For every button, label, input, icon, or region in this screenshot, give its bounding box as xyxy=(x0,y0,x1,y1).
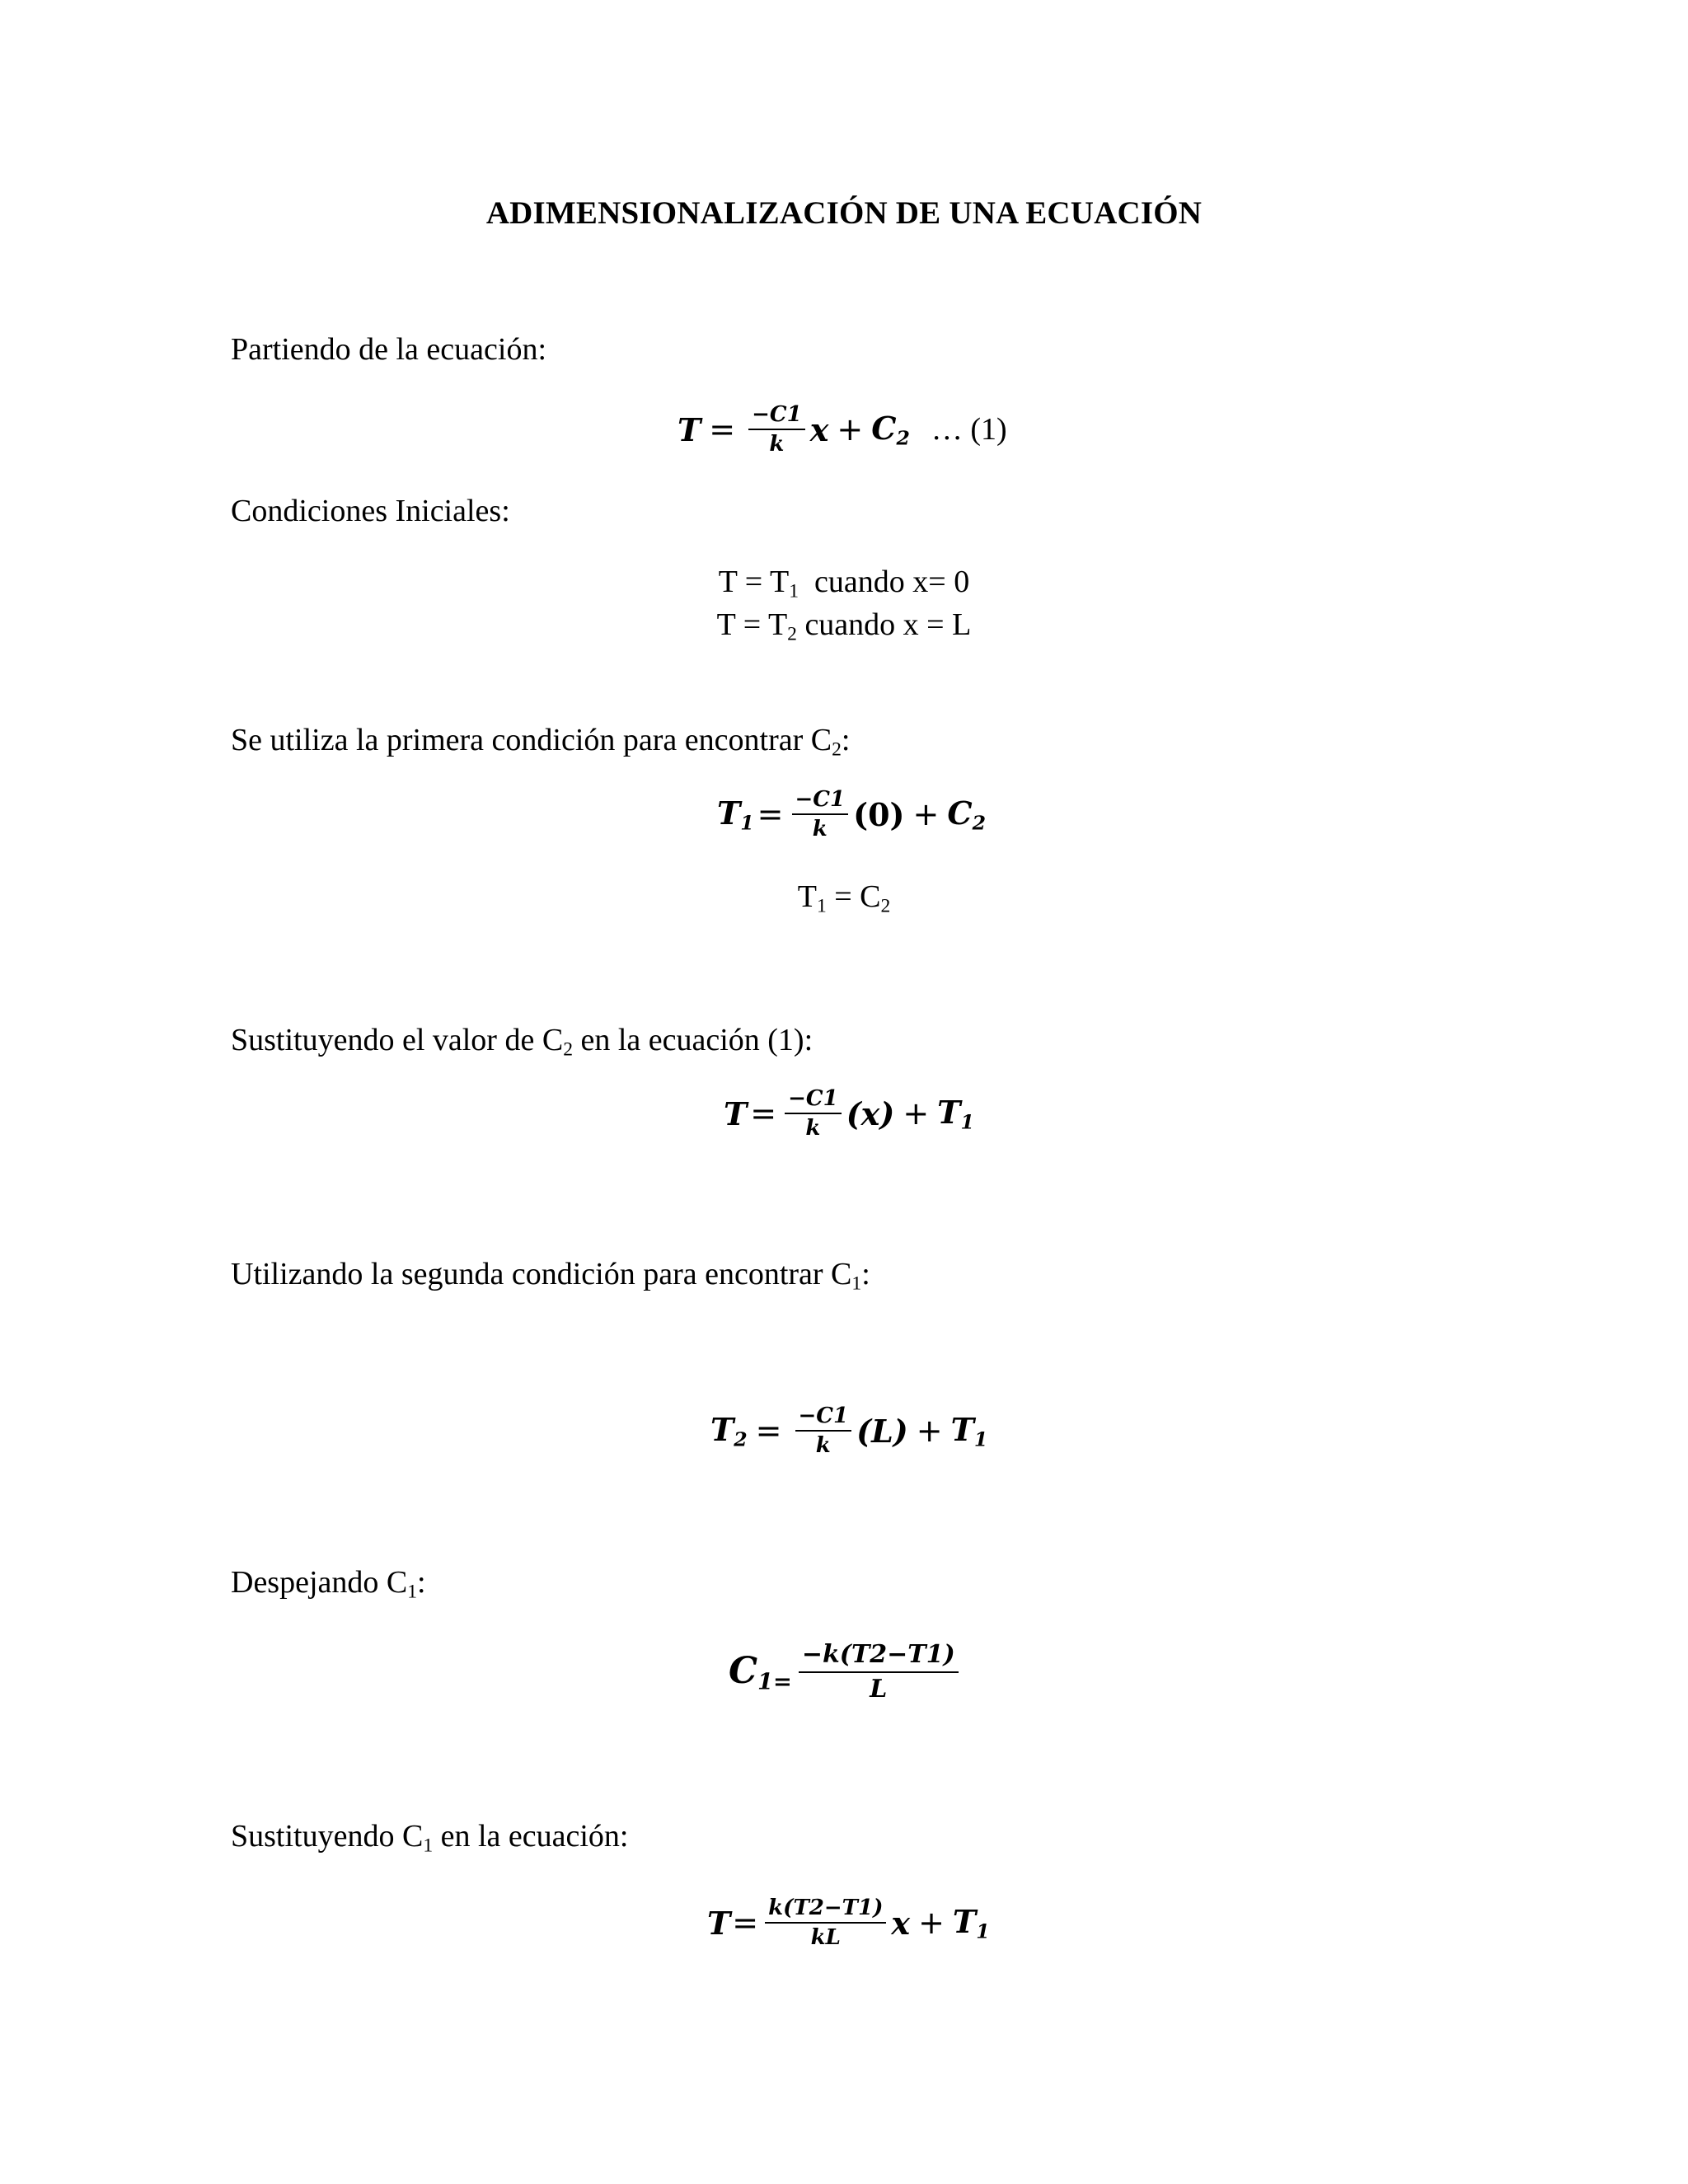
first-condition-text: Se utiliza la primera condición para encontrar $C_2$: xyxy=(231,723,851,761)
result-t1-c2: $T_1 = C_2$ xyxy=(797,879,891,917)
eq5-denominator: L xyxy=(870,1675,888,1704)
eq4-equals: = xyxy=(755,1413,782,1449)
eq5-numerator: −k(T2−T1) xyxy=(799,1640,959,1673)
eq5-lhs: $C_{1=}$ xyxy=(729,1649,792,1695)
substitution-sub: 2 xyxy=(563,1038,573,1061)
eq1-lhs: T xyxy=(678,410,701,448)
eq2-denominator: k xyxy=(812,817,828,841)
eq2-numerator: −C1 xyxy=(792,787,849,815)
condition-1: $T = T_1$ cuando x= 0 xyxy=(718,565,970,602)
eq6-x: x xyxy=(891,1904,911,1942)
eq6-equals: = xyxy=(732,1905,759,1941)
eq1-numerator: −C1 xyxy=(748,402,805,430)
result-a-sub: 1 xyxy=(816,895,827,917)
eq5-lhs-sub: 1= xyxy=(757,1668,792,1695)
eq5-fraction xyxy=(799,1640,959,1704)
eq2-lhs-sub: 1 xyxy=(740,811,754,835)
eq4-denominator: k xyxy=(815,1433,831,1458)
first-condition-sub: 2 xyxy=(832,738,842,761)
substitution-c1-sub: 1 xyxy=(423,1835,434,1857)
eq6-fraction xyxy=(765,1896,886,1950)
eq3-denominator: k xyxy=(805,1116,821,1141)
conditions-heading: Condiciones Iniciales: xyxy=(231,494,510,528)
result-b-sub: 2 xyxy=(880,895,891,917)
equation-1 xyxy=(678,402,1007,457)
eq2-c-sub: 2 xyxy=(972,811,986,835)
solving-c1-text: Despejando $C_1$: xyxy=(231,1565,426,1603)
eq6-numerator: k(T2−T1) xyxy=(765,1896,886,1924)
eq4-lhs-sub: 2 xyxy=(734,1427,748,1451)
eq6-t: $T_1$ xyxy=(952,1902,990,1943)
condition-2: $T = T_2$ cuando x = L xyxy=(716,607,972,645)
eq4-t: $T_1$ xyxy=(950,1410,988,1451)
solving-c1-sub: 1 xyxy=(407,1581,418,1603)
second-condition-text: Utilizando la segunda condición para encontrar $C_1$: xyxy=(231,1257,870,1295)
eq3-t: $T_1$ xyxy=(937,1093,974,1134)
eq1-denominator: k xyxy=(769,432,785,457)
eq4-t-sub: 1 xyxy=(973,1427,988,1451)
eq1-c-sub: 2 xyxy=(896,426,910,450)
eq2-equals: = xyxy=(757,796,784,832)
eq2-lhs: $T_1$ xyxy=(717,794,754,835)
intro-text: Partiendo de la ecuación: xyxy=(231,332,547,367)
eq1-x: x xyxy=(809,410,829,448)
document-title: ADIMENSIONALIZACIÓN DE UNA ECUACIÓN xyxy=(485,195,1203,231)
substitution-text: Sustituyendo el valor de $C_2$ en la ecuación (1): xyxy=(231,1023,814,1061)
eq6-t-sub: 1 xyxy=(976,1919,990,1943)
eq6-denominator: kL xyxy=(810,1925,841,1950)
eq4-fraction xyxy=(795,1404,852,1458)
second-condition-sub: 1 xyxy=(851,1272,862,1295)
eq3-numerator: −C1 xyxy=(785,1086,842,1114)
eq4-plus: + xyxy=(916,1413,943,1449)
eq1-fraction xyxy=(748,402,805,457)
equation-5 xyxy=(729,1640,964,1704)
equation-2 xyxy=(717,787,986,841)
eq4-lhs: $T_2$ xyxy=(710,1410,748,1451)
eq4-argument: (L) xyxy=(856,1412,908,1450)
eq3-plus: + xyxy=(903,1095,930,1132)
eq3-fraction xyxy=(785,1086,842,1141)
eq2-c: $C_2$ xyxy=(947,794,986,835)
equation-3 xyxy=(724,1086,974,1141)
condition-2-sub: 2 xyxy=(787,623,797,645)
eq1-c: $C_2$ xyxy=(871,409,910,450)
eq1-reference: … (1) xyxy=(931,412,1007,447)
eq3-lhs: T xyxy=(724,1094,748,1132)
eq4-numerator: −C1 xyxy=(795,1404,852,1432)
condition-1-sub: 1 xyxy=(789,580,799,602)
eq2-argument: (0) xyxy=(853,795,905,833)
substitution-c1-text: Sustituyendo $C_1$ en la ecuación: xyxy=(231,1819,629,1857)
equation-4 xyxy=(710,1404,987,1458)
eq6-lhs: T xyxy=(707,1904,731,1942)
eq3-t-sub: 1 xyxy=(960,1110,974,1134)
equation-6 xyxy=(707,1896,990,1950)
eq1-plus: + xyxy=(837,411,864,448)
eq2-fraction xyxy=(792,787,849,841)
eq3-equals: = xyxy=(750,1095,777,1132)
eq6-plus: + xyxy=(918,1905,945,1941)
eq2-plus: + xyxy=(912,796,940,832)
eq1-equals: = xyxy=(709,411,736,448)
eq3-argument: (x) xyxy=(846,1094,895,1132)
